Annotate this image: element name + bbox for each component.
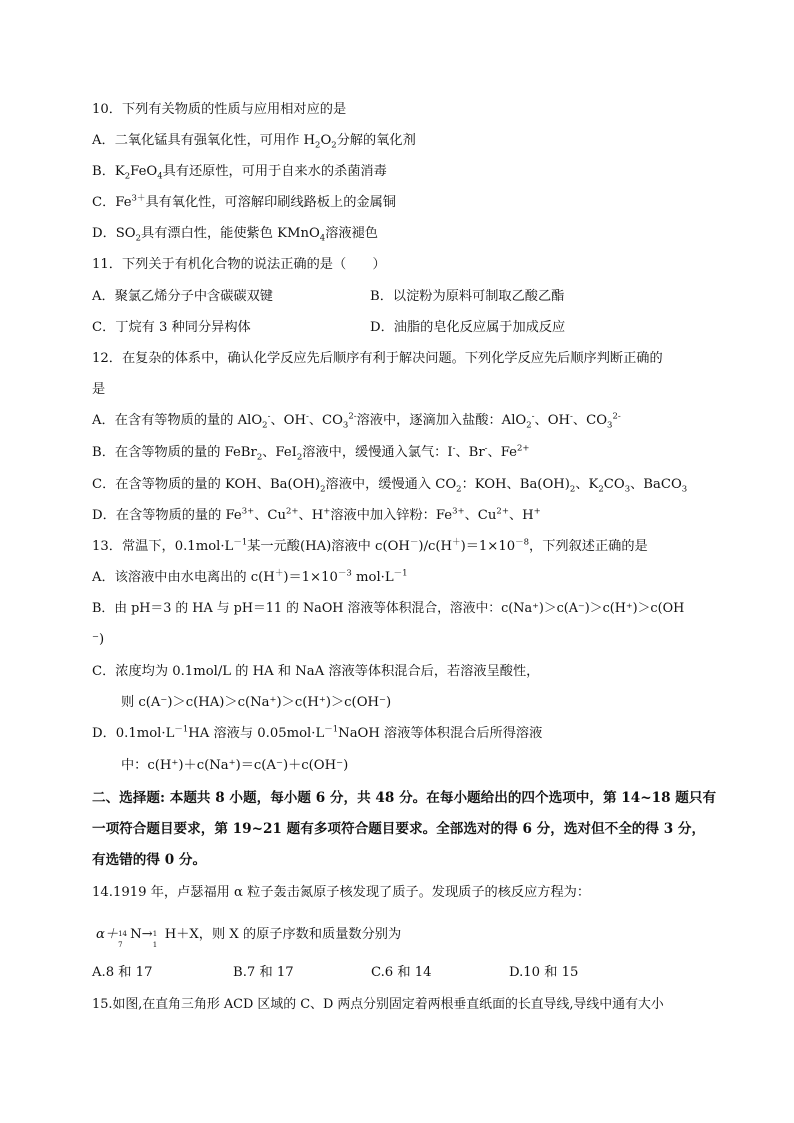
q14-stem-line1: 14.1919 年，卢瑟福用 α 粒子轰击氮原子核发现了质子。发现质子的核反应方程为： <box>92 885 591 900</box>
q11-option-c: C．丁烷有 3 种同分异构体 <box>92 320 251 335</box>
q14-equation: α＋ 14 7 N→ 1 1 H＋X，则 X 的原子序数和质量数分别为 <box>96 927 402 949</box>
q13-option-a: A．该溶液中由水电离出的 $c(H^+)=1\times 10^{-3}$ $mol\cdot L^{-1}$ <box>92 568 408 585</box>
q13-option-c-line1: C．浓度均为 0.1mol/L 的 HA 和 NaA 溶液等体积混合后，若溶液呈酸性， <box>92 664 540 679</box>
q14-option-c: C.6 和 14 <box>371 965 432 980</box>
q13-option-d-line1: D．$0.1mol\cdot L^{-1}HA$ 溶液与 $0.05mol\cdot L^{-1}NaOH$ 溶液等体积混合后所得溶液 <box>92 724 543 741</box>
hydrogen-nuclide-indices: 1 1 <box>152 929 158 949</box>
q13-stem: 13．常温下，$0.1mol\cdot L^{-1}$某一元酸(HA)溶液中 $c(OH^-)/c(H^+)=1\times 10^{-8}$，下列叙述正确的是 <box>92 537 648 554</box>
q12-option-a: A．在含有等物质的量的 AlO$_2$-、OH-、$CO_3^{2-}$溶液中，逐滴加入盐酸：AlO$_2$-、OH-、$CO_3^{2-}$ <box>92 411 621 431</box>
q13-option-d-line2: 中：c(H⁺)＋c(Na⁺)＝c(A⁻)＋c(OH⁻) <box>121 758 349 773</box>
section2-instructions-line1: 二、选择题: 本题共 8 小题，每小题 6 分，共 48 分。在每小题给出的四个选项中，第 14~18 题只有 <box>92 790 717 806</box>
nitrogen-nuclide-indices: 14 7 <box>118 929 128 949</box>
q11-option-b: B．以淀粉为原料可制取乙酸乙酯 <box>370 289 565 304</box>
q10-option-d: D．$SO_2$具有漂白性，能使紫色 KMnO$_4$溶液褪色 <box>92 226 378 244</box>
q10-option-c: C．$Fe^{3+}$具有氧化性，可溶解印刷线路板上的金属铜 <box>92 193 396 210</box>
q13-option-b-line1: B．由 pH＝3 的 HA 与 pH＝11 的 NaOH 溶液等体积混合，溶液中：c(Na⁺)＞c(A⁻)＞c(H⁺)＞c(OH <box>92 601 685 616</box>
q11-option-d: D．油脂的皂化反应属于加成反应 <box>370 320 566 335</box>
q15-stem: 15.如图,在直角三角形 ACD 区域的 C、D 两点分别固定着两根垂直纸面的长直导线,导线中通有大小 <box>92 997 664 1012</box>
q12-stem-line2: 是 <box>92 382 106 397</box>
alpha-particle: α＋ <box>96 927 119 942</box>
q14-option-d: D.10 和 15 <box>509 965 579 980</box>
q12-option-d: D．在含等物质的量的 $Fe^{3+}$、$Cu^{2+}$、H+溶液中加入锌粉：$Fe^{3+}$、$Cu^{2+}$、H+ <box>92 506 541 523</box>
q11-stem: 11．下列关于有机化合物的说法正确的是（ ） <box>92 257 386 272</box>
q12-stem-line1: 12．在复杂的体系中，确认化学反应先后顺序有利于解决问题。下列化学反应先后顺序判断正确的 <box>92 351 663 366</box>
q13-option-b-line2: ⁻) <box>92 632 105 647</box>
q14-option-a: A.8 和 17 <box>92 965 153 980</box>
q13-option-c-line2: 则 c(A⁻)＞c(HA)＞c(Na⁺)＞c(H⁺)＞c(OH⁻) <box>121 695 392 710</box>
q12-option-c: C．在含等物质的量的 KOH、$Ba(OH)_2$溶液中，缓慢通入 $CO_2$：KOH、$Ba(OH)_2$、$K_2CO_3$、BaCO$_3$ <box>92 477 688 495</box>
q12-option-b: B．在含等物质的量的 FeBr$_2$、FeI$_2$溶液中，缓慢通入氯气：I-、Br-、$Fe^{2+}$ <box>92 443 530 463</box>
section2-instructions-line2: 一项符合题目要求，第 19~21 题有多项符合题目要求。全部选对的得 6 分，选对但不全的得 3 分， <box>92 821 706 837</box>
q11-option-a: A．聚氯乙烯分子中含碳碳双键 <box>92 289 273 304</box>
q10-stem: 10．下列有关物质的性质与应用相对应的是 <box>92 102 347 117</box>
q14-option-b: B.7 和 17 <box>233 965 294 980</box>
q10-option-b: B．$K_2FeO_4$具有还原性，可用于自来水的杀菌消毒 <box>92 164 387 182</box>
q10-option-a: A．二氧化锰具有强氧化性，可用作 $H_2O_2$分解的氧化剂 <box>92 133 416 151</box>
section2-instructions-line3: 有选错的得 0 分。 <box>92 852 207 868</box>
